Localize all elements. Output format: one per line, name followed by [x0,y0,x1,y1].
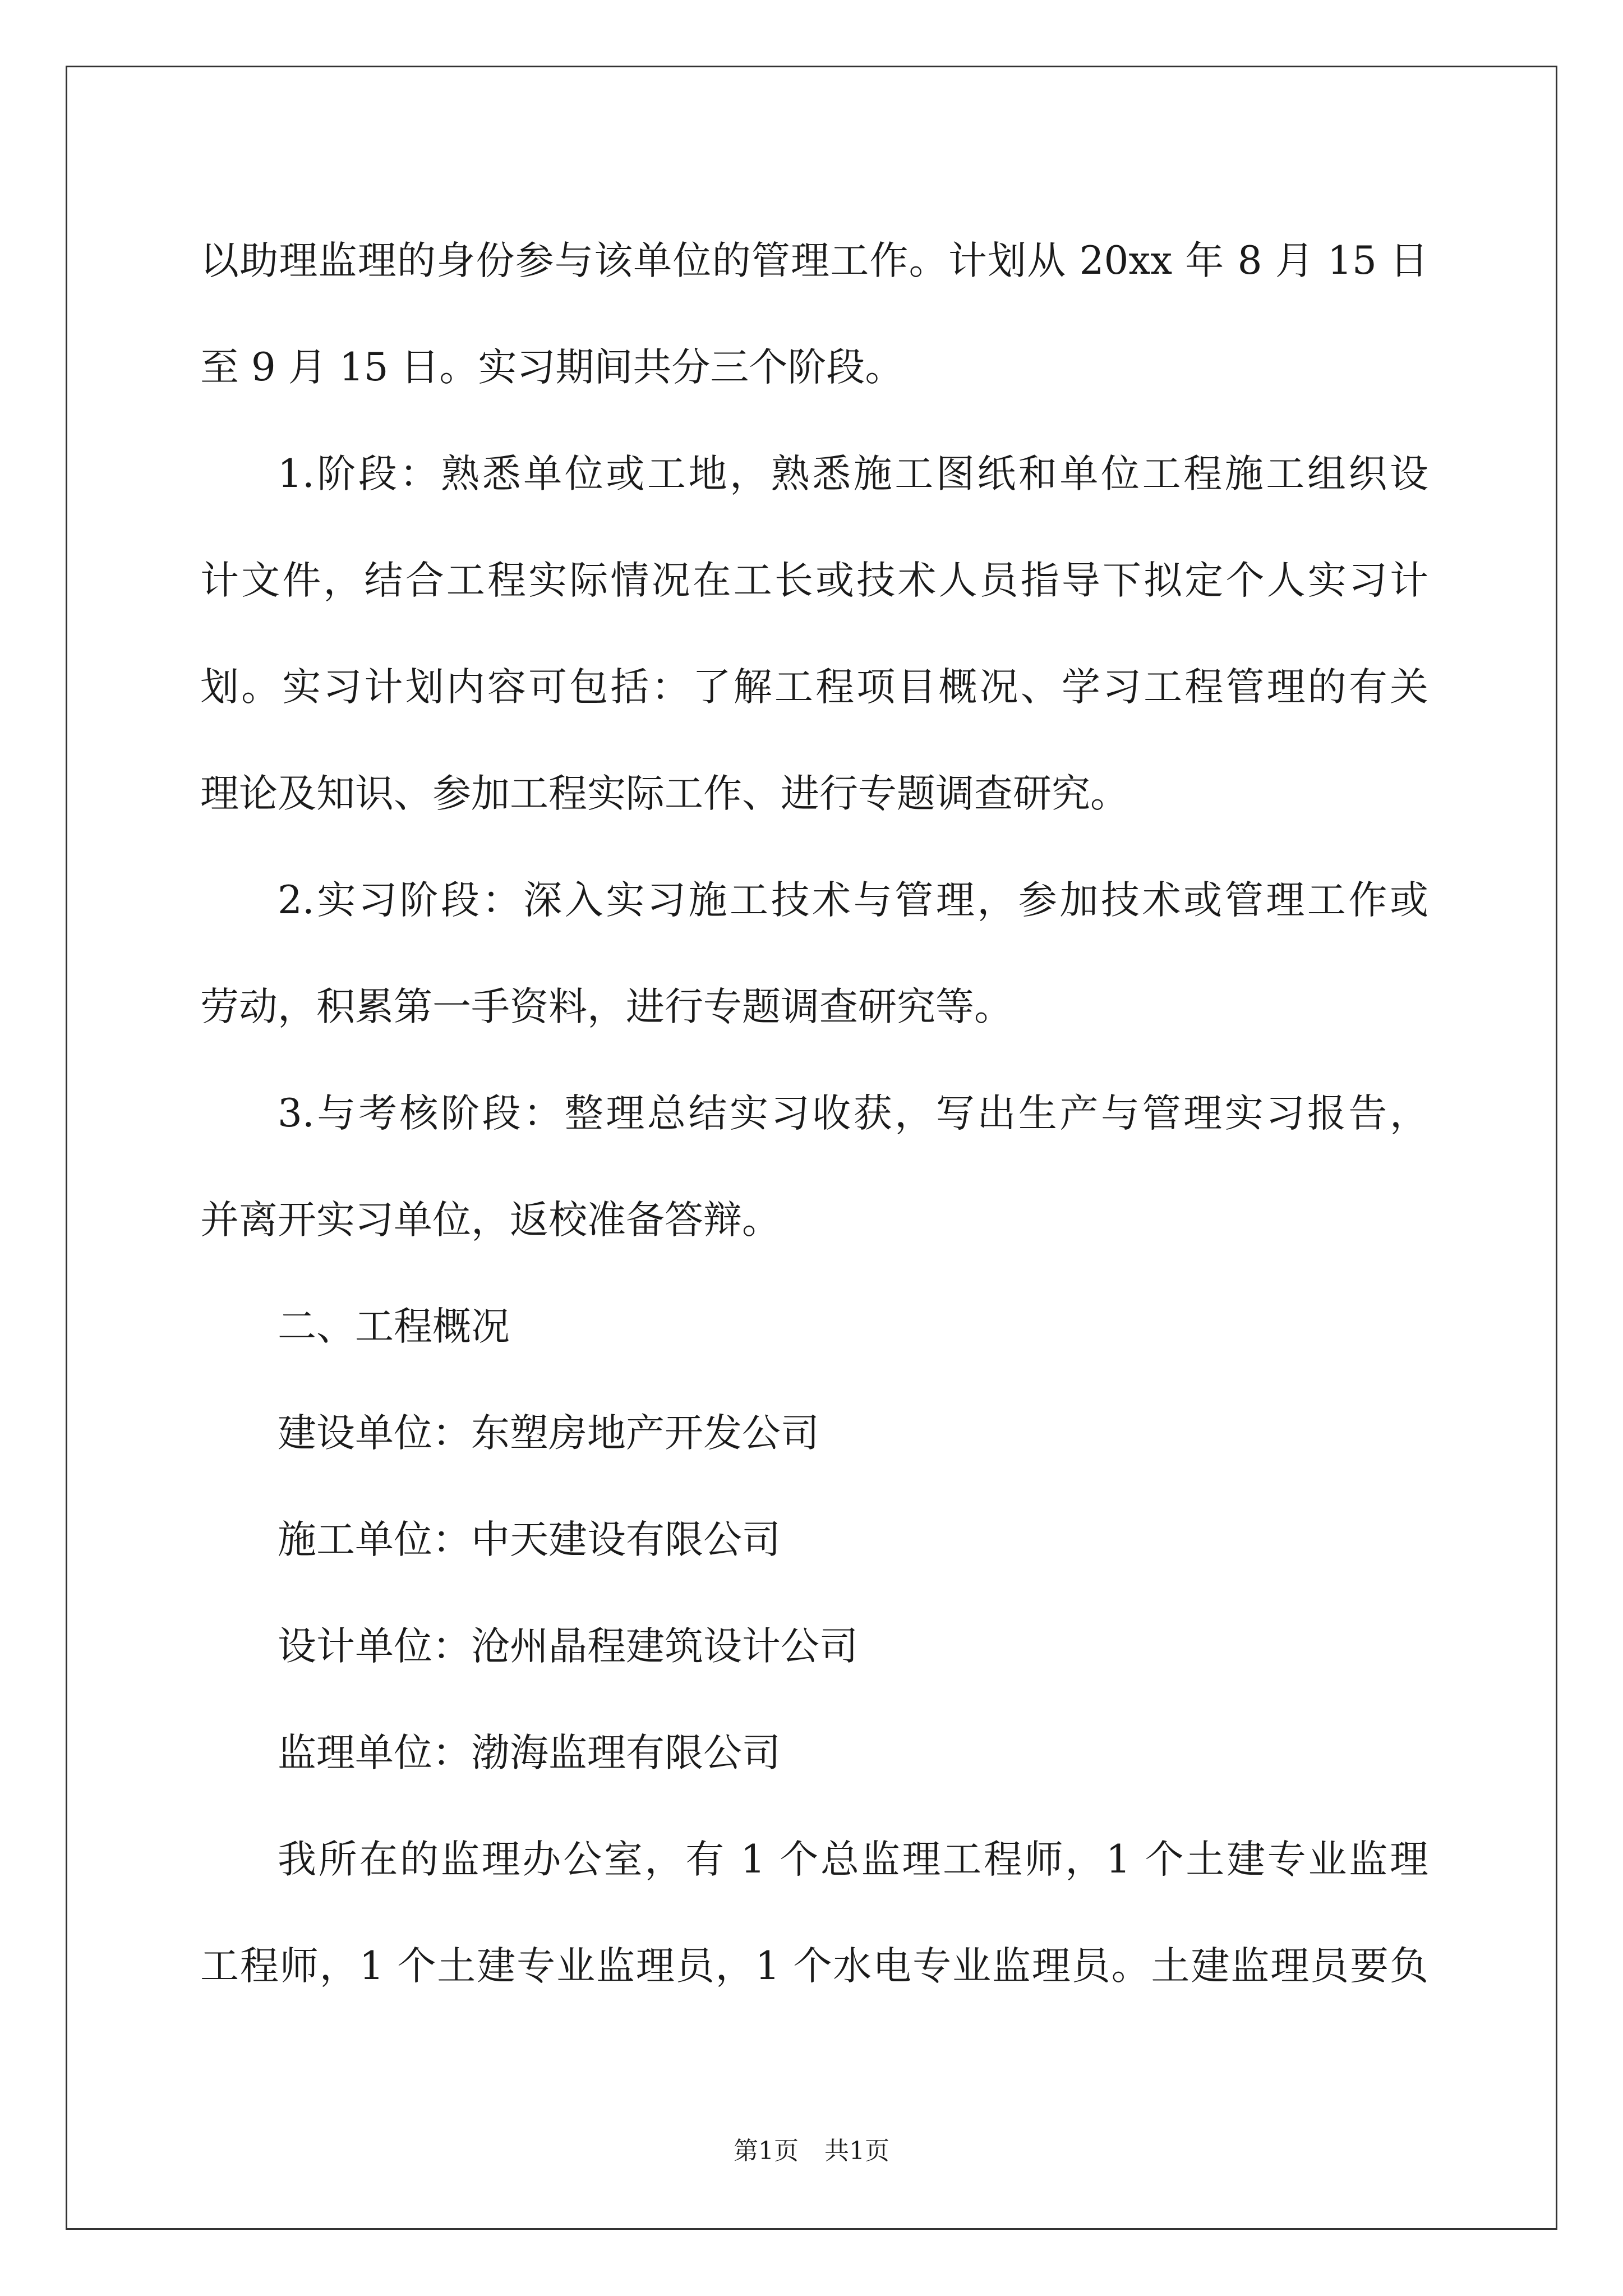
section-heading: 二、工程概况 [278,1304,510,1349]
body-line-3: 1.阶段：熟悉单位或工地，熟悉施工图纸和单位工程施工组织设 [278,452,1428,496]
construction-unit: 建设单位：东塑房地产开发公司 [278,1411,819,1456]
body-line-7: 2.实习阶段：深入实习施工技术与管理，参加技术或管理工作或 [278,878,1428,923]
body-line-4: 计文件，结合工程实际情况在工长或技术人员指导下拟定个人实习计 [200,558,1428,603]
body-line-6: 理论及知识、参加工程实际工作、进行专题调查研究。 [200,771,1129,816]
body-line-16: 我所在的监理办公室，有 1 个总监理工程师，1 个土建专业监理 [278,1837,1428,1882]
page-total: 共1页 [824,2137,889,2165]
page-number: 第1页 [734,2137,799,2165]
body-line-9: 3.与考核阶段：整理总结实习收获，写出生产与管理实习报告， [278,1091,1428,1136]
body-line-17: 工程师，1 个土建专业监理员，1 个水电专业监理员。土建监理员要负 [200,1944,1428,1989]
body-line-1: 以助理监理的身份参与该单位的管理工作。计划从 20xx 年 8 月 15 日 [200,238,1428,283]
contractor-unit: 施工单位：中天建设有限公司 [278,1517,781,1562]
supervision-unit: 监理单位：渤海监理有限公司 [278,1731,781,1775]
design-unit: 设计单位：沧州晶程建筑设计公司 [278,1624,858,1669]
page-footer [0,2134,1623,2168]
body-line-8: 劳动，积累第一手资料，进行专题调查研究等。 [200,984,1013,1029]
body-line-2: 至 9 月 15 日。实习期间共分三个阶段。 [200,345,904,390]
body-line-5: 划。实习计划内容可包括：了解工程项目概况、学习工程管理的有关 [200,665,1428,710]
body-line-10: 并离开实习单位，返校准备答辩。 [200,1198,781,1243]
document-body [200,208,1428,2019]
